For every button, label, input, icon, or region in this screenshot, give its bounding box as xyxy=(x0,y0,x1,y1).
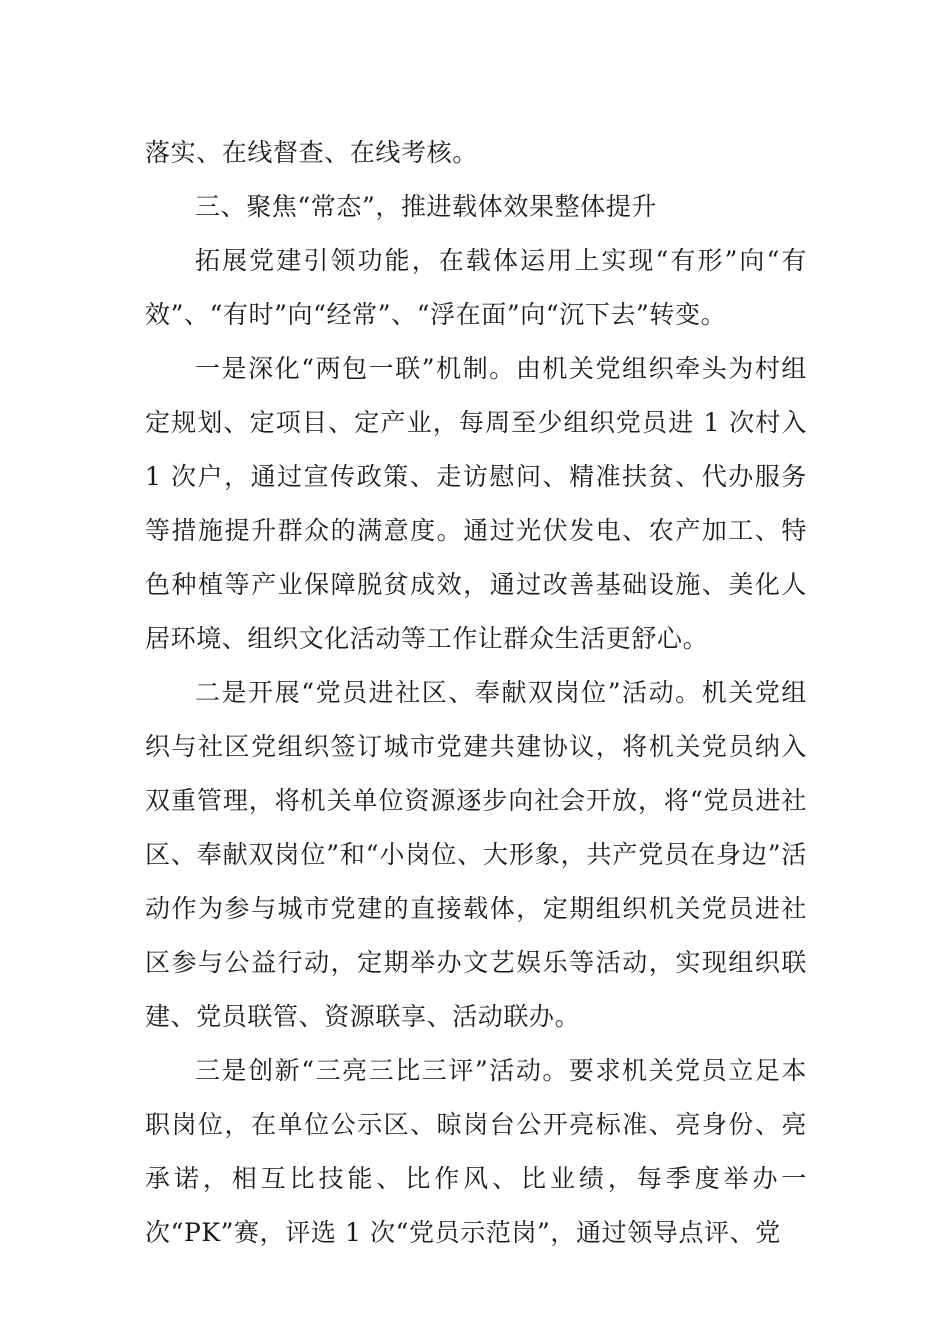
document-body xyxy=(145,126,807,1260)
paragraph-item-2: 二是开展“党员进社区、奉献双岗位”活动。机关党组织与社区党组织签订城市党建共建协议，将机关党员纳入双重管理，将机关单位资源逐步向社会开放，将“党员进社区、奉献双岗位”和“小岗位、大形象，共产党员在身边”活动作为参与城市党建的直接载体，定期组织机关党员进社区参与公益行动，定期举办文艺娱乐等活动，实现组织联建、党员联管、资源联享、活动联办。 xyxy=(145,678,807,1031)
paragraph-intro: 拓展党建引领功能，在载体运用上实现“有形”向“有效”、“有时”向“经常”、“浮在面”向“沉下去”转变。 xyxy=(145,246,807,329)
paragraph-item-1: 一是深化“两包一联”机制。由机关党组织牵头为村组定规划、定项目、定产业，每周至少组织党员进 1 次村入 1 次户，通过宣传政策、走访慰问、精准扶贫、代办服务等措施提升群众的满意度。通过光伏发电、农产加工、特色种植等产业保障脱贫成效，通过改善基础设施、美化人居环境、组织文化活动等工作让群众生活更舒心。 xyxy=(145,354,807,653)
paragraph-item-3: 三是创新“三亮三比三评”活动。要求机关党员立足本职岗位，在单位公示区、晾岗台公开亮标准、亮身份、亮承诺，相互比技能、比作风、比业绩，每季度举办一次“PK”赛，评选 1 次“党员示范岗”，通过领导点评、党 xyxy=(145,1056,807,1247)
section-heading: 三、聚焦“常态”，推进载体效果整体提升 xyxy=(195,192,657,221)
paragraph-continuation: 落实、在线督查、在线考核。 xyxy=(145,138,478,167)
